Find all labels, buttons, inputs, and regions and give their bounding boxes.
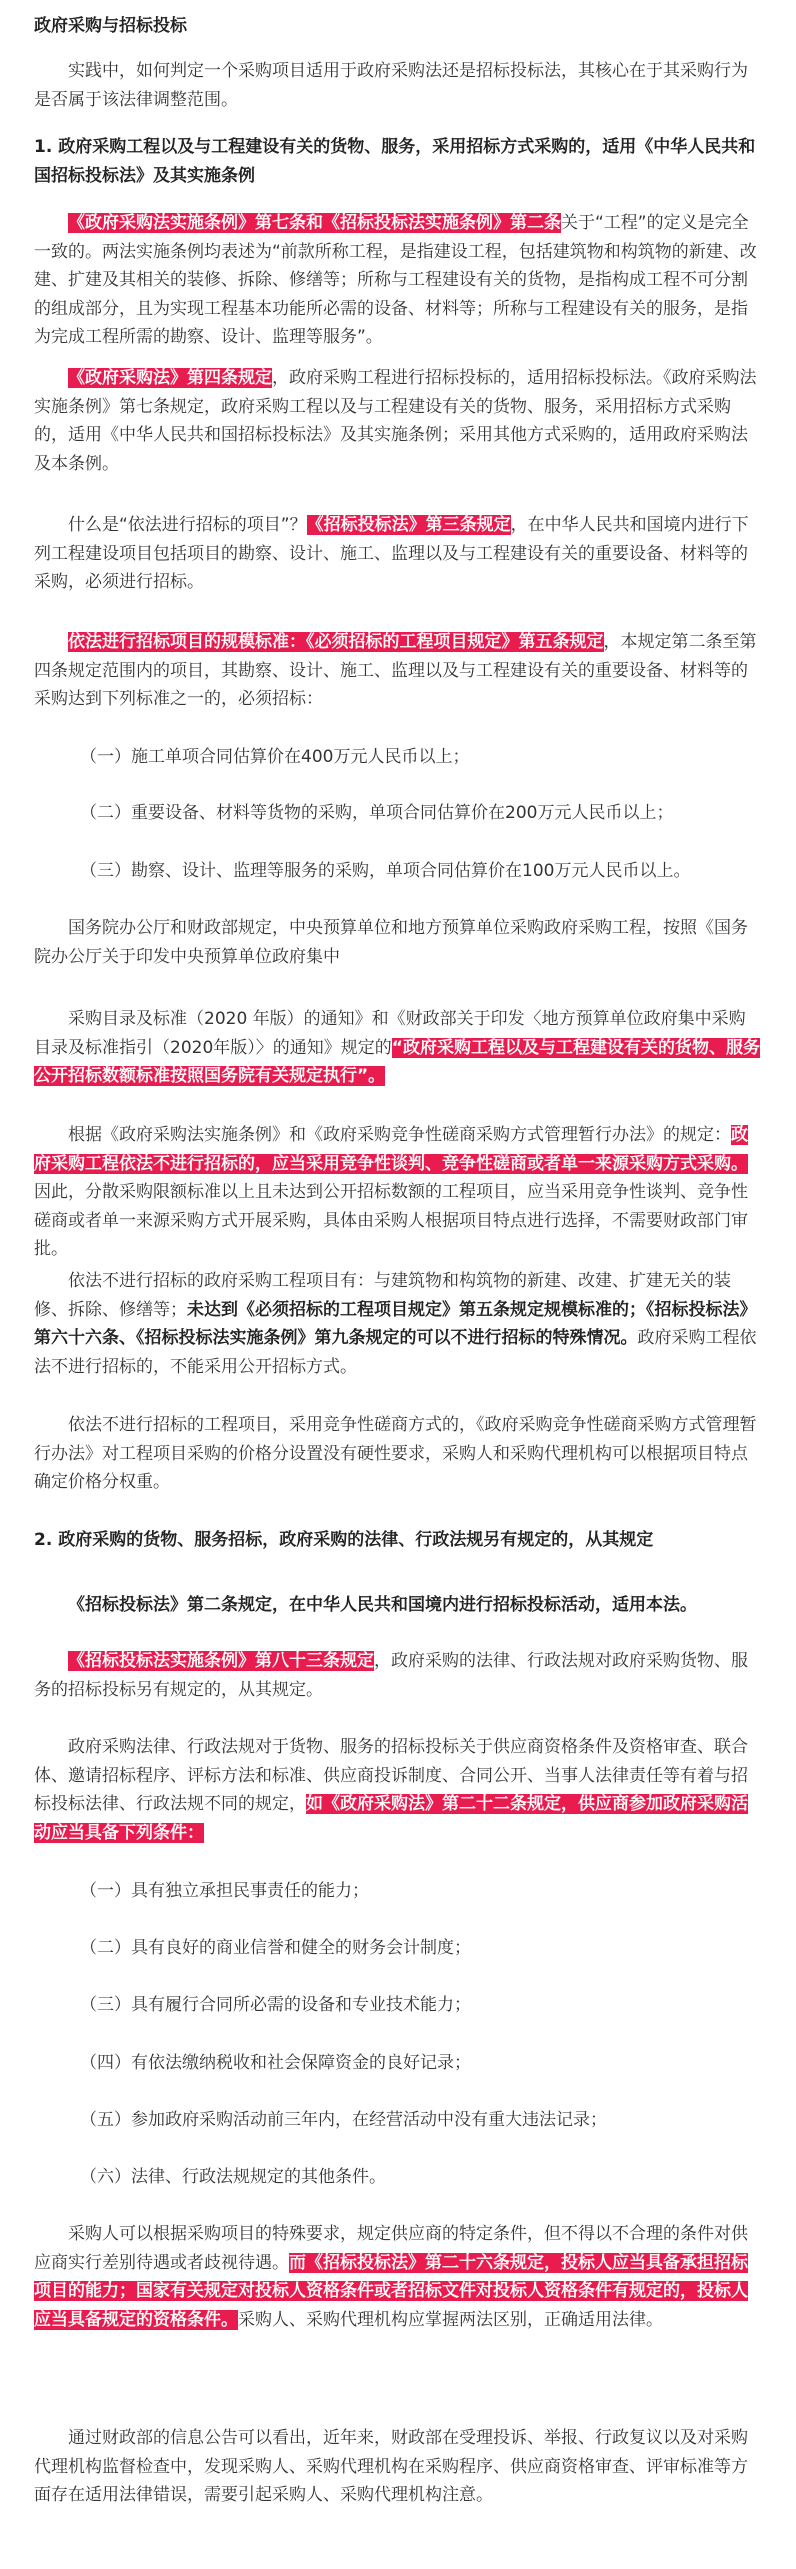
paragraph-text: ，在中华人民共和国境内进行下列工程建设项目包括项目的勘察、设计、施工、监理以及与工程建设有关的重要设备、材料等的采购，必须进行招标。	[34, 515, 749, 592]
list-item: （一）具有独立承担民事责任的能力；	[80, 1881, 369, 1901]
paragraph-text: 采购人可以根据采购项目的特殊要求，规定供应商的特定条件，但不得以不合理的条件对供应商实行差别待遇或者歧视待遇。	[34, 2224, 748, 2273]
paragraph-text: 关于“工程”的定义是完全一致的。两法实施条例均表述为“前款所称工程，是指建设工程，包括建筑物和构筑物的新建、改建、扩建及其相关的装修、拆除、修缮等；所称与工程建设有关的货物，是指构成工程不可分割的组成部分，且为实现工程基本功能所必需的设备、材料等；所称与工程建设有关的服务，是指为完成工程所需的勘察、设计、监理等服务”。	[34, 213, 757, 347]
paragraph-text: 什么是“依法进行招标的项目”？	[68, 515, 307, 535]
paragraph-text: 根据《政府采购法实施条例》和《政府采购竞争性磋商采购方式管理暂行办法》的规定：	[68, 1125, 731, 1145]
bold-text: 未达到《必须招标的工程项目规定》第五条规定规模标准的；《招标投标法》第六十六条、《招标投标法实施条例》第九条规定的可以不进行招标的特殊情况。	[34, 1299, 757, 1348]
highlight-regulation: 《政府采购法实施条例》第七条和《招标投标法实施条例》第二条	[68, 213, 561, 233]
paragraph-text: 因此，分散采购限额标准以上且未达到公开招标数额的工程项目，应当采用竞争性谈判、竞争性磋商或者单一来源采购方式开展采购，具体由采购人根据项目特点进行选择，不需要财政部门审批。	[34, 1182, 748, 1259]
paragraph-non-tender-projects	[34, 1267, 762, 1381]
list-item: （六）法律、行政法规规定的其他条件。	[80, 2167, 386, 2187]
paragraph-text: 政府采购工程依法不进行招标的，不能采用公开招标方式。	[34, 1328, 757, 1377]
highlight-regulation: 而《招标投标法》第二十六条规定，投标人应当具备承担招标项目的能力；国家有关规定对投标人资格条件或者招标文件对投标人资格条件有规定的，投标人应当具备规定的资格条件。	[34, 2252, 748, 2330]
intro-paragraph: 实践中，如何判定一个采购项目适用于政府采购法还是招标投标法，其核心在于其采购行为是否属于该法律调整范围。	[34, 61, 748, 110]
list-item: （四）有依法缴纳税收和社会保障资金的良好记录；	[80, 2053, 471, 2073]
section-2-heading: 2. 政府采购的货物、服务招标，政府采购的法律、行政法规另有规定的，从其规定	[34, 1530, 654, 1550]
paragraph-mof-notice: 通过财政部的信息公告可以看出，近年来，财政部在受理投诉、举报、行政复议以及对采购代理机构监督检查中，发现采购人、采购代理机构在采购程序、供应商资格审查、评审标准等方面存在适用法律错误，需要引起采购人、采购代理机构注意。	[34, 2428, 748, 2505]
list-item: （三）勘察、设计、监理等服务的采购，单项合同估算价在100万元人民币以上。	[80, 861, 691, 881]
paragraph-text: 政府采购法律、行政法规对于货物、服务的招标投标关于供应商资格条件及资格审查、联合体、邀请招标程序、评标方法和标准、供应商投诉制度、合同公开、当事人法律责任等有着与招标投标法律、行政法规不同的规定，	[34, 1737, 748, 1814]
paragraph-consultation: 依法不进行招标的工程项目，采用竞争性磋商方式的，《政府采购竞争性磋商采购方式管理暂行办法》对工程项目采购的价格分设置没有硬性要求，采购人和采购代理机构可以根据项目特点确定价格分权重。	[34, 1415, 757, 1492]
paragraph-text: 依法不进行招标的政府采购工程项目有：与建筑物和构筑物的新建、改建、扩建无关的装修、拆除、修缮等；	[34, 1271, 731, 1320]
highlight-regulation: 《招标投标法》第三条规定	[306, 515, 511, 535]
list-item: （二）重要设备、材料等货物的采购，单项合同估算价在200万元人民币以上；	[80, 803, 674, 823]
list-item: （二）具有良好的商业信誉和健全的财务会计制度；	[80, 1938, 471, 1958]
highlight-regulation: 《政府采购法》第四条规定	[68, 368, 272, 388]
article-title: 政府采购与招标投标	[34, 16, 187, 36]
paragraph-text: 采购目录及标准（2020 年版）的通知》和《财政部关于印发〈地方预算单位政府集中采购目录及标准指引（2020年版）〉的通知》规定的	[34, 1009, 746, 1058]
highlight-regulation: 《招标投标法实施条例》第八十三条规定	[68, 1651, 374, 1671]
list-item: （三）具有履行合同所必需的设备和专业技术能力；	[80, 1995, 471, 2015]
highlight-regulation: 依法进行招标项目的规模标准：《必须招标的工程项目规定》第五条规定	[68, 632, 604, 652]
section-1-heading: 1. 政府采购工程以及与工程建设有关的货物、服务，采用招标方式采购的，适用《中华人民共和国招标投标法》及其实施条例	[34, 137, 756, 186]
paragraph-state-council: 国务院办公厅和财政部规定，中央预算单位和地方预算单位采购政府采购工程，按照《国务院办公厅关于印发中央预算单位政府集中	[34, 918, 748, 967]
paragraph-tender-law-art2: 《招标投标法》第二条规定，在中华人民共和国境内进行招标投标活动，适用本法。	[68, 1595, 697, 1615]
paragraph-special-requirements	[34, 2220, 762, 2334]
paragraph-non-tender-methods	[34, 1121, 762, 1264]
highlight-regulation: 政府采购工程依法不进行招标的，应当采用竞争性谈判、竞争性磋商或者单一来源采购方式采购。	[34, 1125, 748, 1174]
paragraph-definition	[34, 209, 762, 352]
paragraph-tender-law-art3	[34, 511, 762, 597]
highlight-regulation: 如《政府采购法》第二十二条规定，供应商参加政府采购活动应当具备下列条件：	[34, 1794, 748, 1843]
highlight-regulation: “政府采购工程以及与工程建设有关的货物、服务公开招标数额标准按照国务院有关规定执行”。	[34, 1037, 760, 1086]
paragraph-supplier-rules	[34, 1733, 762, 1847]
paragraph-procurement-law-art4	[34, 364, 762, 478]
paragraph-scale-standard	[34, 628, 762, 714]
paragraph-catalog	[34, 1005, 762, 1091]
paragraph-text: 采购人、采购代理机构应掌握两法区别，正确适用法律。	[238, 2309, 663, 2330]
paragraph-text: ，政府采购工程进行招标投标的，适用招标投标法。《政府采购法实施条例》第七条规定，政府采购工程以及与工程建设有关的货物、服务，采用招标方式采购的，适用《中华人民共和国招标投标法》及其实施条例；采用其他方式采购的，适用政府采购法及本条例。	[34, 368, 757, 474]
paragraph-text: ，本规定第二条至第四条规定范围内的项目，其勘察、设计、施工、监理以及与工程建设有关的重要设备、材料等的采购达到下列标准之一的，必须招标：	[34, 632, 757, 709]
paragraph-text: ，政府采购的法律、行政法规对政府采购货物、服务的招标投标另有规定的，从其规定。	[34, 1651, 748, 1700]
list-item: （一）施工单项合同估算价在400万元人民币以上；	[80, 747, 470, 767]
paragraph-art83	[34, 1647, 762, 1704]
list-item: （五）参加政府采购活动前三年内，在经营活动中没有重大违法记录；	[80, 2110, 607, 2130]
